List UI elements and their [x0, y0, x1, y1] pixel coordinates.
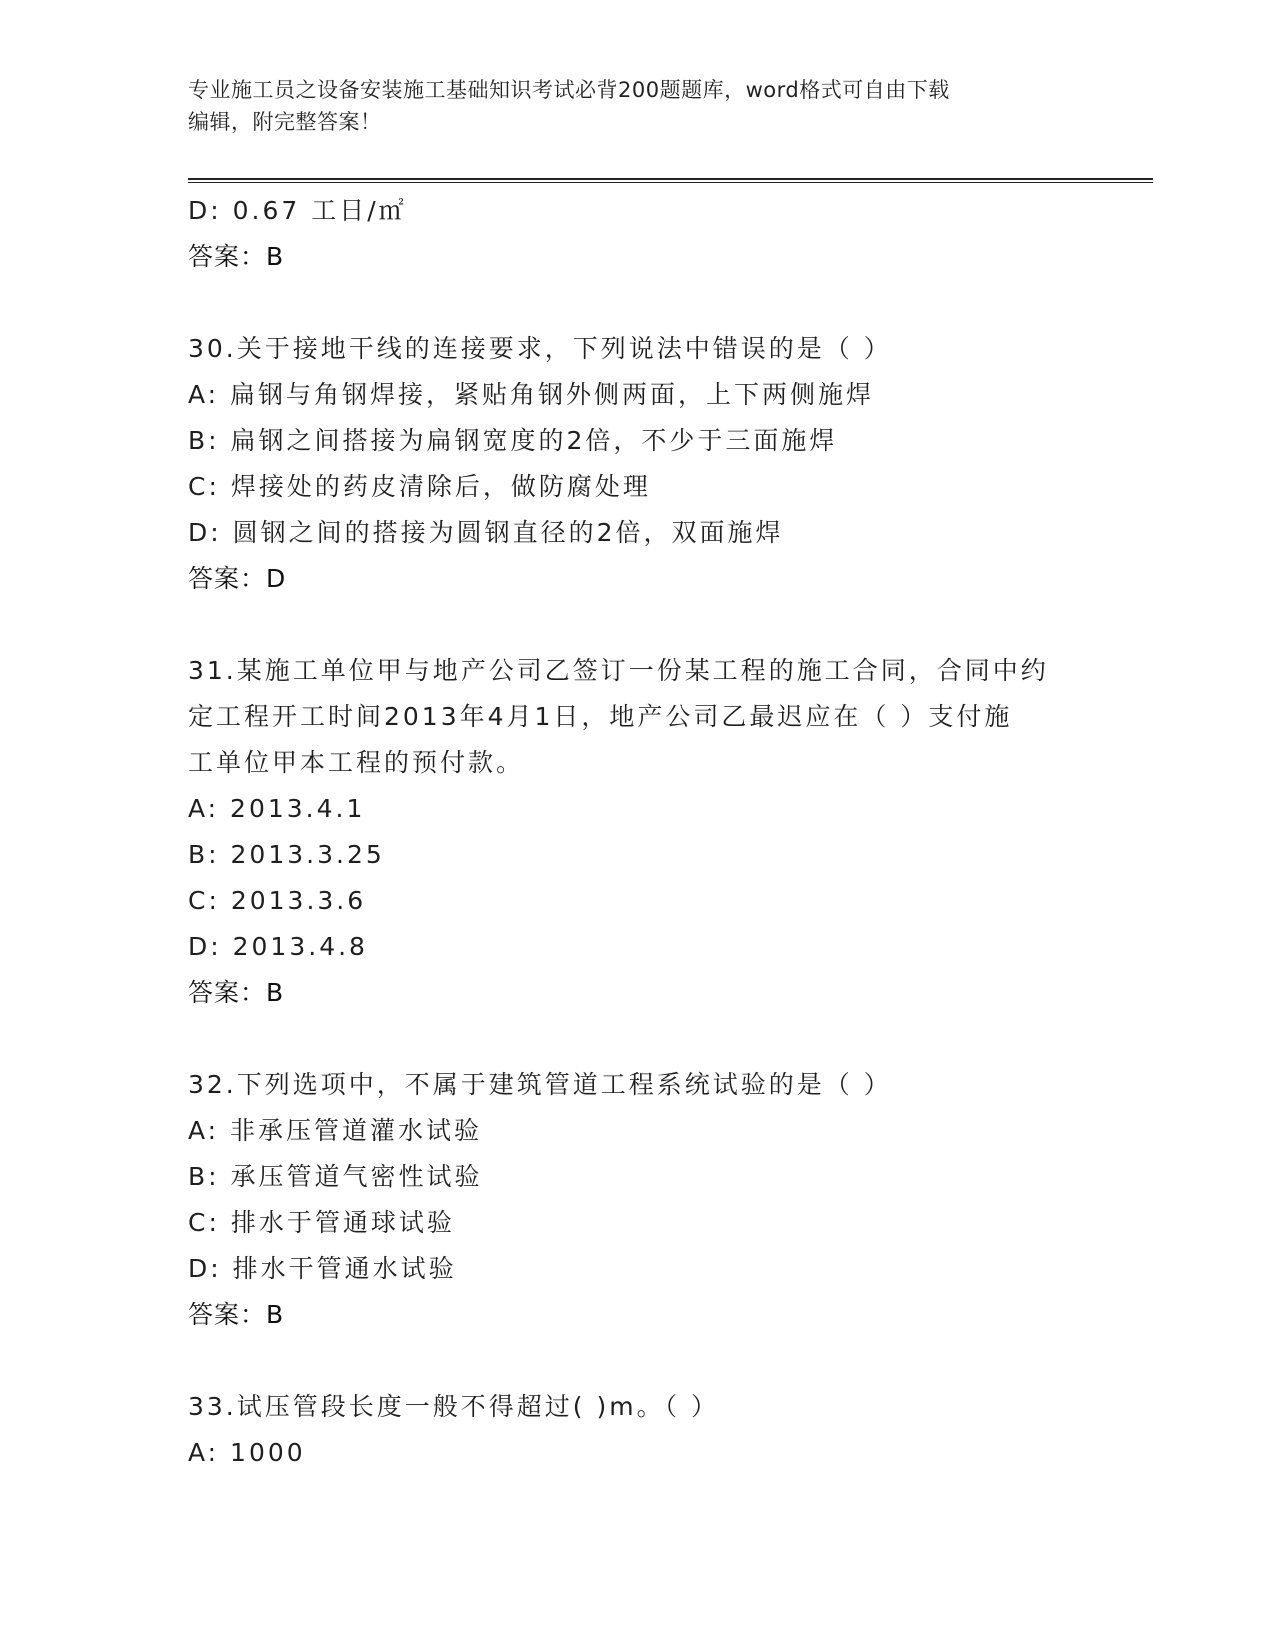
question-33 [188, 1384, 1148, 1476]
q29-answer: 答案：B [188, 242, 285, 271]
q30-answer: 答案：D [188, 564, 287, 593]
question-30 [188, 326, 1148, 602]
q31-option-b: B: 2013.3.25 [188, 840, 385, 869]
q32-stem: 32.下列选项中，不属于建筑管道工程系统试验的是（ ） [188, 1070, 892, 1099]
question-31 [188, 648, 1148, 1016]
q32-option-a: A: 非承压管道灌水试验 [188, 1116, 483, 1145]
header-title-line-2: 编辑，附完整答案！ [188, 110, 382, 134]
q31-stem-line-1: 31.某施工单位甲与地产公司乙签订一份某工程的施工合同，合同中约 [188, 656, 1049, 685]
q31-option-c: C: 2013.3.6 [188, 886, 367, 915]
header-title-line-1: 专业施工员之设备安装施工基础知识考试必背200题题库，word格式可自由下载 [188, 78, 950, 102]
spacer [188, 1338, 1148, 1384]
q31-option-d: D: 2013.4.8 [188, 932, 368, 961]
question-list [188, 188, 1148, 1476]
q33-option-a: A: 1000 [188, 1438, 306, 1467]
q30-option-c: C: 焊接处的药皮清除后，做防腐处理 [188, 472, 651, 501]
q30-option-b: B: 扁钢之间搭接为扁钢宽度的2倍，不少于三面施焊 [188, 426, 838, 455]
q32-answer: 答案：B [188, 1300, 285, 1329]
header-rule-thick [188, 178, 1153, 180]
spacer [188, 280, 1148, 326]
header-rule-thin [188, 182, 1153, 183]
q30-stem: 30.关于接地干线的连接要求，下列说法中错误的是（ ） [188, 334, 892, 363]
question-32 [188, 1062, 1148, 1338]
q31-option-a: A: 2013.4.1 [188, 794, 366, 823]
q33-stem: 33.试压管段长度一般不得超过( )m。（ ） [188, 1392, 720, 1421]
spacer [188, 1016, 1148, 1062]
question-29-tail [188, 188, 1148, 280]
q32-option-d: D: 排水干管通水试验 [188, 1254, 457, 1283]
q31-stem-line-3: 工单位甲本工程的预付款。 [188, 748, 525, 777]
spacer [188, 602, 1148, 648]
q32-option-b: B: 承压管道气密性试验 [188, 1162, 483, 1191]
q30-option-d: D: 圆钢之间的搭接为圆钢直径的2倍，双面施焊 [188, 518, 784, 547]
q31-stem-line-2: 定工程开工时间2013年4月1日，地产公司乙最迟应在（ ）支付施 [188, 702, 1013, 731]
q29-option-d: D: 0.67 工日/㎡ [188, 196, 407, 225]
q32-option-c: C: 排水于管通球试验 [188, 1208, 455, 1237]
q30-option-a: A: 扁钢与角钢焊接，紧贴角钢外侧两面，上下两侧施焊 [188, 380, 875, 409]
q31-answer: 答案：B [188, 978, 285, 1007]
page-header [188, 74, 1088, 138]
